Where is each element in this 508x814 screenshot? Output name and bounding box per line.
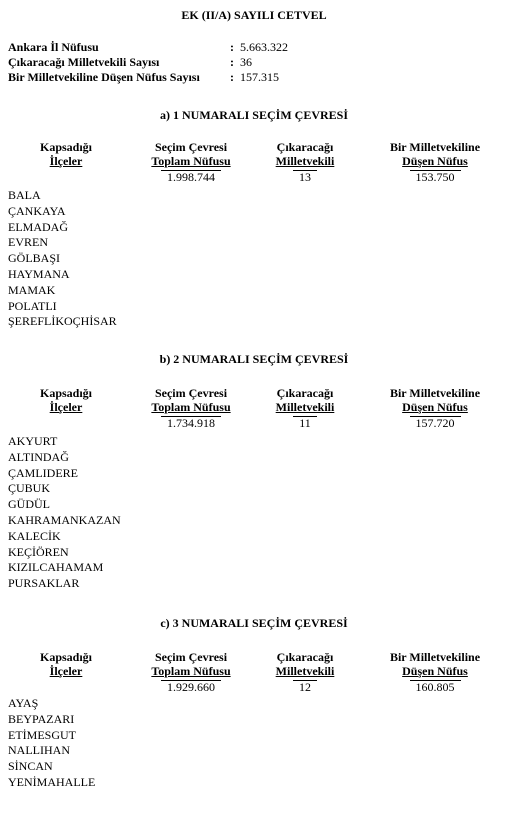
district-item: ŞEREFLİKOÇHİSAR	[8, 314, 117, 329]
district-item: GÖLBAŞI	[8, 251, 61, 266]
header-line-underlined: Toplam Nüfusu	[151, 154, 231, 168]
per-deputy-cell	[370, 170, 500, 184]
summary-value: 157.315	[240, 70, 279, 84]
summary-value: 5.663.322	[240, 40, 288, 54]
header-line-underlined: Milletvekili	[275, 400, 335, 414]
district-item: NALLIHAN	[8, 743, 70, 758]
header-population	[128, 140, 254, 168]
summary-value: 36	[240, 55, 252, 69]
header-districts	[20, 140, 112, 168]
per-deputy-value: 153.750	[410, 170, 461, 184]
district-item: ÇANKAYA	[8, 203, 66, 218]
header-population	[128, 650, 254, 678]
header-line: Kapsadığı	[39, 650, 93, 664]
summary-separator: :	[230, 55, 234, 69]
deputies-value: 13	[293, 170, 317, 184]
header-line: Bir Milletvekiline	[389, 140, 481, 154]
deputies-value: 11	[293, 416, 317, 430]
header-line: Bir Milletvekiline	[389, 386, 481, 400]
district-item: GÜDÜL	[8, 497, 50, 512]
header-line: Kapsadığı	[39, 386, 93, 400]
population-value: 1.929.660	[161, 680, 221, 694]
district-item: BALA	[8, 188, 41, 202]
header-line-underlined: İlçeler	[49, 400, 83, 414]
population-cell	[128, 416, 254, 430]
per-deputy-value: 160.805	[410, 680, 461, 694]
district-item: ÇUBUK	[8, 481, 51, 496]
per-deputy-value: 157.720	[410, 416, 461, 430]
deputies-cell	[260, 416, 350, 430]
header-districts	[20, 650, 112, 678]
header-line-underlined: Düşen Nüfus	[402, 400, 468, 414]
header-line-underlined: Milletvekili	[275, 664, 335, 678]
header-deputies	[260, 140, 350, 168]
header-line-underlined: Toplam Nüfusu	[151, 400, 231, 414]
population-value: 1.998.744	[161, 170, 221, 184]
district-item: KEÇİÖREN	[8, 544, 69, 559]
summary-row-per-deputy	[8, 70, 488, 85]
deputies-value: 12	[293, 680, 317, 694]
per-deputy-cell	[370, 416, 500, 430]
population-cell	[128, 680, 254, 694]
header-line-underlined: İlçeler	[49, 664, 83, 678]
header-line: Çıkaracağı	[276, 386, 334, 400]
header-deputies	[260, 650, 350, 678]
header-per-deputy	[370, 140, 500, 168]
district-item: ELMADAĞ	[8, 219, 68, 234]
header-line: Çıkaracağı	[276, 650, 334, 664]
district-item: AKYURT	[8, 434, 58, 448]
summary-label: Çıkaracağı Milletvekili Sayısı	[8, 55, 160, 69]
deputies-cell	[260, 680, 350, 694]
district-item: ETİMESGUT	[8, 727, 76, 742]
header-line-underlined: Toplam Nüfusu	[151, 664, 231, 678]
summary-label: Ankara İl Nüfusu	[8, 40, 99, 54]
district-item: AYAŞ	[8, 696, 39, 710]
header-line-underlined: İlçeler	[49, 154, 83, 168]
header-line-underlined: Düşen Nüfus	[402, 154, 468, 168]
district-item: MAMAK	[8, 282, 56, 297]
document-title: EK (II/A) SAYILI CETVEL	[181, 8, 327, 22]
per-deputy-cell	[370, 680, 500, 694]
header-line: Seçim Çevresi	[154, 386, 228, 400]
summary-separator: :	[230, 70, 234, 84]
summary-block	[8, 40, 488, 85]
section-title-2: b) 2 NUMARALI SEÇİM ÇEVRESİ	[159, 352, 349, 366]
district-item: KIZILCAHAMAM	[8, 560, 104, 575]
district-list	[8, 696, 95, 791]
district-item: ALTINDAĞ	[8, 449, 69, 464]
district-item: BEYPAZARI	[8, 711, 75, 726]
district-item: KALECİK	[8, 528, 61, 543]
summary-row-population	[8, 40, 488, 55]
summary-row-deputies	[8, 55, 488, 70]
deputies-cell	[260, 170, 350, 184]
district-list	[8, 188, 117, 330]
header-per-deputy	[370, 650, 500, 678]
header-line: Çıkaracağı	[276, 140, 334, 154]
header-population	[128, 386, 254, 414]
district-item: POLATLI	[8, 298, 57, 313]
header-line: Seçim Çevresi	[154, 650, 228, 664]
header-line-underlined: Milletvekili	[275, 154, 335, 168]
district-item: KAHRAMANKAZAN	[8, 512, 121, 527]
summary-separator: :	[230, 40, 234, 54]
header-per-deputy	[370, 386, 500, 414]
district-item: HAYMANA	[8, 266, 70, 281]
section-title-3: c) 3 NUMARALI SEÇİM ÇEVRESİ	[160, 616, 348, 630]
district-item: YENİMAHALLE	[8, 774, 96, 789]
header-deputies	[260, 386, 350, 414]
district-item: ÇAMLIDERE	[8, 465, 78, 480]
district-list	[8, 434, 121, 592]
header-line-underlined: Düşen Nüfus	[402, 664, 468, 678]
header-districts	[20, 386, 112, 414]
population-cell	[128, 170, 254, 184]
population-value: 1.734.918	[161, 416, 221, 430]
district-item: SİNCAN	[8, 759, 53, 774]
header-line: Kapsadığı	[39, 140, 93, 154]
district-item: PURSAKLAR	[8, 576, 80, 591]
district-item: EVREN	[8, 235, 48, 250]
section-title-1: a) 1 NUMARALI SEÇİM ÇEVRESİ	[159, 108, 348, 122]
header-line: Seçim Çevresi	[154, 140, 228, 154]
header-line: Bir Milletvekiline	[389, 650, 481, 664]
summary-label: Bir Milletvekiline Düşen Nüfus Sayısı	[8, 70, 200, 84]
